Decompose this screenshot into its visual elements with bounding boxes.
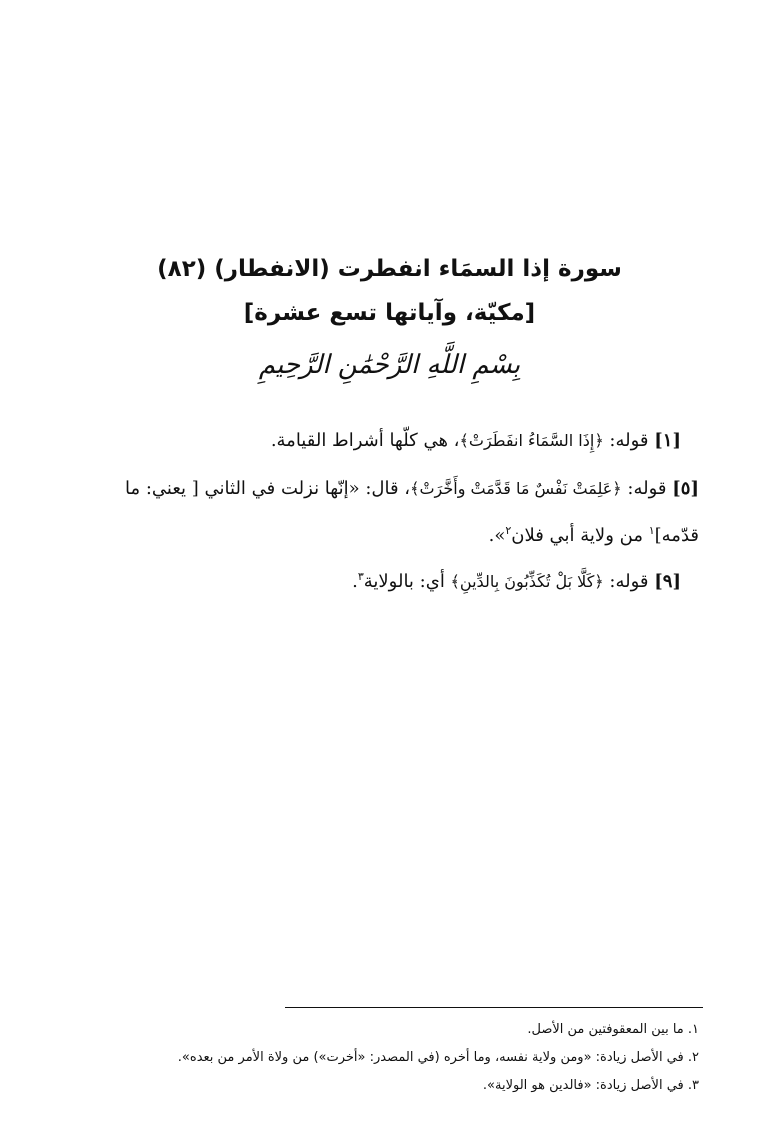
verse-prefix: قوله: <box>609 430 649 451</box>
verse-comment: ، هي كلّها أشراط القيامة. <box>270 430 460 451</box>
verse-comment: أي: بالولاية <box>363 571 451 592</box>
quran-quote: ﴿إِذَا السَّمَاءُ انفَطَرَتْ﴾ <box>459 431 604 450</box>
footnote-2: ٢. في الأصل زيادة: «ومن ولاية نفسه، وما أخره (في المصدر: «أخرت») من ولاة الأمر من بعده». <box>177 1050 699 1065</box>
footnote-1: ١. ما بين المعقوفتين من الأصل. <box>527 1022 699 1037</box>
verse-commentary-1 <box>61 420 681 462</box>
verse-number: [٩] <box>654 571 681 592</box>
quran-quote: ﴿عَلِمَتْ نَفْسٌ مَا قَدَّمَتْ وأَخَّرَتْ﴾ <box>410 479 622 498</box>
verse-commentary-9 <box>61 556 681 603</box>
verse-number: [٥] <box>672 478 699 499</box>
verse-comment: ، قال: «إنّها نزلت في الثاني [ يعني: ما قدّمه] <box>125 478 699 546</box>
verse-prefix: قوله: <box>627 478 667 499</box>
footnote-marker: ٣ <box>357 570 364 583</box>
surah-subtitle: [مكيّة، وآياتها تسع عشرة] <box>243 300 536 326</box>
surah-title: سورة إذا السمَاء انفطرت (الانفطار) (٨٢) <box>157 256 622 282</box>
verse-end: . <box>352 571 358 592</box>
verse-prefix: قوله: <box>609 571 649 592</box>
verse-number: [١] <box>654 430 681 451</box>
footnote-3: ٣. في الأصل زيادة: «فالدين هو الولاية». <box>482 1078 699 1093</box>
basmala-calligraphy: بِسْمِ اللَّهِ الرَّحْمَٰنِ الرَّحِيمِ <box>258 350 521 380</box>
footnote-divider <box>285 1007 703 1008</box>
verse-commentary-5 <box>79 468 699 557</box>
verse-comment-end: ». <box>488 525 506 546</box>
verse-comment-continued: من ولاية أبي فلان <box>511 525 643 546</box>
footnote-marker: ٢ <box>505 524 512 537</box>
footnote-marker: ١ <box>648 524 655 537</box>
quran-quote: ﴿كَلَّا بَلْ تُكَذِّبُونَ بِالدِّينِ﴾ <box>450 572 604 591</box>
